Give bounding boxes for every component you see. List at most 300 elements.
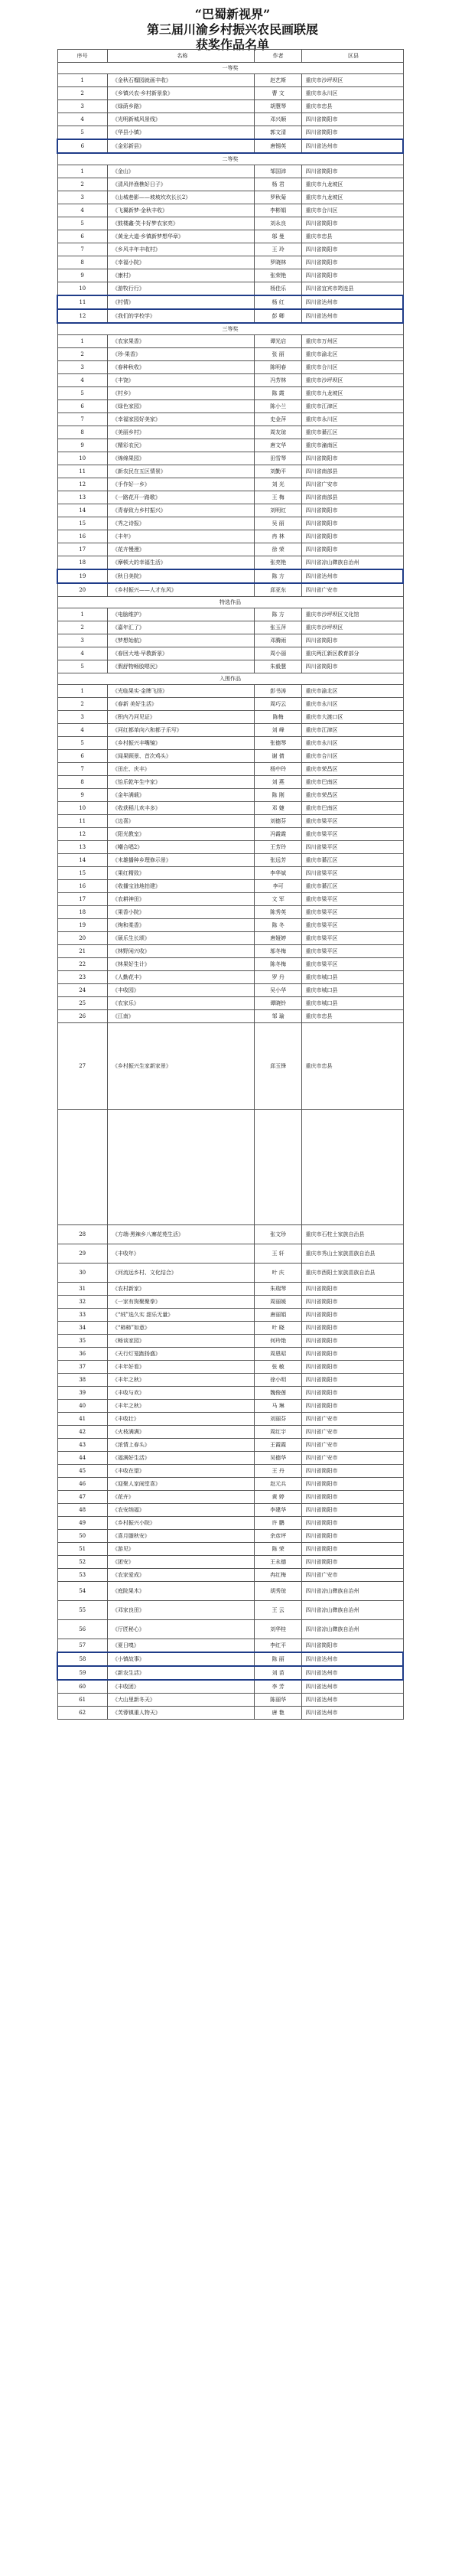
table-row (57, 1010, 403, 1023)
work-title: 《果红精致》 (107, 867, 254, 880)
work-region (302, 1110, 403, 1225)
row-number: 4 (57, 374, 107, 387)
section-row (57, 323, 403, 335)
work-region: 重庆市石柱土家族自治县 (302, 1225, 403, 1244)
work-author: 余彦坪 (254, 1530, 302, 1543)
work-region: 重庆市合川区 (302, 750, 403, 763)
work-title: 《村情》 (107, 295, 254, 309)
work-title: 《积内乃河见证》 (107, 711, 254, 724)
work-author: 李彬娟 (254, 204, 302, 217)
table-row (57, 647, 403, 660)
row-number: 43 (57, 1439, 107, 1452)
work-region: 四川省简阳市 (302, 243, 403, 256)
row-number: 13 (57, 491, 107, 504)
work-author: 陈丽华 (254, 1694, 302, 1707)
work-title: 《邓家良田》 (107, 1601, 254, 1620)
table-row (57, 100, 403, 113)
work-title: 《游牧行行》 (107, 282, 254, 296)
work-author: 史金萍 (254, 413, 302, 426)
work-region: 四川省简阳市 (302, 1335, 403, 1348)
row-number: 10 (57, 282, 107, 296)
work-title: 《假舒物畅胶嗯民》 (107, 660, 254, 673)
work-title: 《嘉年汇了》 (107, 621, 254, 634)
table-row (57, 1491, 403, 1504)
row-number: 11 (57, 815, 107, 828)
row-number: 3 (57, 100, 107, 113)
work-author: 李可 (254, 880, 302, 893)
work-title: 《绿荫乡路》 (107, 100, 254, 113)
work-title: 《丰年》 (107, 530, 254, 543)
work-title: 《丰年之秋》 (107, 1374, 254, 1387)
work-author: 刘永良 (254, 217, 302, 230)
table-row (57, 893, 403, 906)
work-title: 《鼓楼鑫·笑卡好梦农家亮》 (107, 217, 254, 230)
work-title: 《珍·果香》 (107, 348, 254, 361)
work-region: 四川省简阳市 (302, 543, 403, 556)
work-title: 《精彩农民》 (107, 439, 254, 452)
work-title: 《丰收与欢》 (107, 1387, 254, 1400)
work-author: 唐 艳 (254, 1707, 302, 1720)
table-row (57, 608, 403, 621)
table-row (57, 906, 403, 919)
row-number: 54 (57, 1582, 107, 1601)
work-title: 《华县小镇》 (107, 126, 254, 140)
row-number: 32 (57, 1296, 107, 1309)
row-number: 14 (57, 504, 107, 517)
row-number: 30 (57, 1264, 107, 1283)
work-region: 重庆市梁平区 (302, 958, 403, 971)
row-number: 4 (57, 113, 107, 126)
work-region: 四川省简阳市 (302, 1504, 403, 1517)
table-row (57, 1620, 403, 1639)
row-number: 6 (57, 400, 107, 413)
work-author: 冯芳林 (254, 374, 302, 387)
work-author: 邹国沛 (254, 165, 302, 178)
work-title: 《丰收园》 (107, 984, 254, 997)
work-title: 《花卉》 (107, 1491, 254, 1504)
row-number: 20 (57, 583, 107, 597)
work-author: 唐文华 (254, 439, 302, 452)
work-author: 徐小明 (254, 1374, 302, 1387)
work-region: 重庆市荣昌区 (302, 763, 403, 776)
row-number: 28 (57, 1225, 107, 1244)
work-region: 四川省简阳市 (302, 256, 403, 269)
row-number: 10 (57, 452, 107, 465)
row-number: 44 (57, 1452, 107, 1465)
work-author: 唐锡英 (254, 139, 302, 153)
work-title: 《林野闲兴收》 (107, 945, 254, 958)
table-row (57, 569, 403, 583)
row-number: 36 (57, 1348, 107, 1361)
work-region: 四川省广安市 (302, 1452, 403, 1465)
work-author: 邱玉锋 (254, 1023, 302, 1110)
table-row (57, 335, 403, 348)
work-region: 四川省广安市 (302, 1439, 403, 1452)
work-title: 《田庄、庆丰》 (107, 763, 254, 776)
work-region: 重庆市梁平区 (302, 945, 403, 958)
work-region: 重庆市梁平区 (302, 919, 403, 932)
work-author: 朱毅慧 (254, 660, 302, 673)
work-region: 重庆市沙坪坝区文化馆 (302, 608, 403, 621)
work-author: 曹 文 (254, 87, 302, 100)
work-author: 许 鹏 (254, 1517, 302, 1530)
row-number: 31 (57, 1283, 107, 1296)
work-region: 重庆市永川区 (302, 413, 403, 426)
row-number: 27 (57, 1023, 107, 1110)
work-author: 陈 方 (254, 608, 302, 621)
work-author: 张德琴 (254, 737, 302, 750)
row-number: 52 (57, 1556, 107, 1569)
work-title: 《方端·黑辣乡八寨花苑生活》 (107, 1225, 254, 1244)
row-number: 62 (57, 1707, 107, 1720)
work-region: 重庆市梁平区 (302, 893, 403, 906)
work-region: 四川省达州市 (302, 309, 403, 323)
work-region: 四川省简阳市 (302, 1491, 403, 1504)
work-author: 王永德 (254, 1556, 302, 1569)
work-region: 四川省简阳市 (302, 1556, 403, 1569)
row-number: 23 (57, 971, 107, 984)
table-row (57, 685, 403, 698)
row-number: 35 (57, 1335, 107, 1348)
work-region: 四川省简阳市 (302, 1387, 403, 1400)
row-number: 21 (57, 945, 107, 958)
work-title: 《金彩新县》 (107, 139, 254, 153)
table-row (57, 1400, 403, 1413)
work-title: 《收播宝油地拍建》 (107, 880, 254, 893)
work-author: 唐娅婷 (254, 932, 302, 945)
table-body (57, 63, 403, 1720)
row-number: 12 (57, 828, 107, 841)
work-author: 刘 光 (254, 478, 302, 491)
row-number: 2 (57, 698, 107, 711)
work-author: 叶 庆 (254, 1264, 302, 1283)
work-author: 邬 曼 (254, 230, 302, 243)
work-title: 《边喜》 (107, 815, 254, 828)
work-author: 吴小华 (254, 984, 302, 997)
row-number: 11 (57, 465, 107, 478)
table-row (57, 1110, 403, 1225)
table-row (57, 361, 403, 374)
row-number: 9 (57, 789, 107, 802)
row-number: 47 (57, 1491, 107, 1504)
table-row (57, 750, 403, 763)
table-row (57, 984, 403, 997)
row-number: 5 (57, 660, 107, 673)
work-author: 陈 霞 (254, 387, 302, 400)
table-row (57, 1225, 403, 1244)
work-author: 冉 林 (254, 530, 302, 543)
table-row (57, 802, 403, 815)
work-title: 《金山》 (107, 165, 254, 178)
row-number: 60 (57, 1680, 107, 1694)
work-title: 《乡镇兴农·乡村新景象》 (107, 87, 254, 100)
work-title: 《农家果香》 (107, 335, 254, 348)
table-row (57, 295, 403, 309)
table-row (57, 530, 403, 543)
table-row (57, 1322, 403, 1335)
table-row (57, 282, 403, 296)
work-region: 四川省达州市 (302, 569, 403, 583)
work-author: 田雪琴 (254, 452, 302, 465)
work-author: 周丽媛 (254, 1296, 302, 1309)
work-title: 《丰收在望》 (107, 1465, 254, 1478)
work-author: 冉红梅 (254, 1569, 302, 1582)
row-number: 16 (57, 530, 107, 543)
work-region: 四川省简阳市 (302, 1639, 403, 1653)
work-title: 《花卉慢漫》 (107, 543, 254, 556)
table-row (57, 1543, 403, 1556)
work-region: 重庆市忠县 (302, 100, 403, 113)
work-author: 罗 丹 (254, 971, 302, 984)
work-region: 重庆市渝北区 (302, 685, 403, 698)
work-title: 《绵绵果园》 (107, 452, 254, 465)
row-number: 9 (57, 269, 107, 282)
table-row (57, 1309, 403, 1322)
table-row (57, 426, 403, 439)
work-region: 重庆市綦江区 (302, 426, 403, 439)
work-region: 重庆市巴南区 (302, 802, 403, 815)
work-region: 四川省简阳市 (302, 1361, 403, 1374)
work-author: 彭 卿 (254, 309, 302, 323)
work-title: 《幸福家园好美家》 (107, 413, 254, 426)
work-region: 重庆市沙坪坝区 (302, 74, 403, 87)
work-region: 重庆市梁平区 (302, 932, 403, 945)
work-title: 《厅匠秘心》 (107, 1620, 254, 1639)
title-line-3: 获奖作品名单 (195, 37, 269, 52)
work-title: 《河红都单向六和都子乐写》 (107, 724, 254, 737)
work-author: 王 丹 (254, 1465, 302, 1478)
work-author: 罗秋菊 (254, 191, 302, 204)
work-title: 《人勤花丰》 (107, 971, 254, 984)
row-number: 24 (57, 984, 107, 997)
table-row (57, 1335, 403, 1348)
work-region: 重庆市梁平区 (302, 906, 403, 919)
table-row (57, 348, 403, 361)
work-title: 《大山里新冬天》 (107, 1694, 254, 1707)
work-region: 四川省简阳市 (302, 1296, 403, 1309)
work-title: 《一路花开一路歌》 (107, 491, 254, 504)
section-title: 二等奖 (57, 153, 403, 165)
work-region: 重庆市大渡口区 (302, 711, 403, 724)
work-author: 李建华 (254, 1504, 302, 1517)
table-row (57, 1439, 403, 1452)
work-region: 四川省简阳市 (302, 1478, 403, 1491)
work-author: 陈 丽 (254, 1652, 302, 1666)
row-number: 5 (57, 217, 107, 230)
work-title (107, 1110, 254, 1225)
row-number: 17 (57, 543, 107, 556)
work-author: 李 芳 (254, 1680, 302, 1694)
work-region: 四川省简阳市 (302, 113, 403, 126)
work-author: 胡秀琼 (254, 1582, 302, 1601)
work-region: 四川省凉山彝族自治州 (302, 1601, 403, 1620)
row-number: 26 (57, 1010, 107, 1023)
work-title: 《梦想始航》 (107, 634, 254, 647)
work-region: 四川省凉山彝族自治州 (302, 1582, 403, 1601)
row-number: 4 (57, 204, 107, 217)
work-region: 四川省简阳市 (302, 1400, 403, 1413)
table-row (57, 583, 403, 597)
work-region: 四川省广安市 (302, 478, 403, 491)
work-author: 张玉萍 (254, 621, 302, 634)
work-title: 《芙蓉镇重人物天》 (107, 1707, 254, 1720)
work-author: 刘勤平 (254, 465, 302, 478)
work-title: 《春回大地·早教新景》 (107, 647, 254, 660)
row-number: 3 (57, 191, 107, 204)
table-row (57, 113, 403, 126)
table-row (57, 1465, 403, 1478)
row-number: 56 (57, 1620, 107, 1639)
work-title: 《丰年之秋》 (107, 1400, 254, 1413)
work-region: 四川省简阳市 (302, 217, 403, 230)
table-row (57, 230, 403, 243)
work-title: 《河流远乡村、文化结合》 (107, 1264, 254, 1283)
work-region: 四川省达州市 (302, 1694, 403, 1707)
row-number: 18 (57, 556, 107, 570)
row-number: 57 (57, 1639, 107, 1653)
work-region: 重庆市永川区 (302, 698, 403, 711)
section-title: 一等奖 (57, 63, 403, 74)
table-row (57, 1361, 403, 1374)
table-row (57, 74, 403, 87)
work-author: 赵艺斯 (254, 74, 302, 87)
table-row (57, 504, 403, 517)
row-number (57, 1110, 107, 1225)
work-region: 重庆市潼南区 (302, 439, 403, 452)
table-row (57, 1556, 403, 1569)
row-number: 16 (57, 880, 107, 893)
work-author: 魏俊莲 (254, 1387, 302, 1400)
work-region: 四川省简阳市 (302, 517, 403, 530)
table-row (57, 1694, 403, 1707)
row-number: 15 (57, 867, 107, 880)
work-author: 陈 荣 (254, 1543, 302, 1556)
table-row (57, 880, 403, 893)
work-title: 《福满好生活》 (107, 1452, 254, 1465)
work-title: 《丰收年》 (107, 1244, 254, 1264)
table-row (57, 1601, 403, 1620)
work-title: 《末雄播种乡理修示景》 (107, 854, 254, 867)
table-row (57, 634, 403, 647)
table-row (57, 1478, 403, 1491)
work-region: 四川省简阳市 (302, 504, 403, 517)
work-title: 《江南》 (107, 1010, 254, 1023)
row-number: 39 (57, 1387, 107, 1400)
table-row (57, 309, 403, 323)
table-row (57, 1348, 403, 1361)
work-title: 《青春致力乡村振兴》 (107, 504, 254, 517)
row-number: 4 (57, 724, 107, 737)
table-row (57, 1530, 403, 1543)
work-author: 王 轩 (254, 1244, 302, 1264)
work-author: 陈 刚 (254, 789, 302, 802)
work-author: 陈秀英 (254, 906, 302, 919)
work-author: 周巧云 (254, 698, 302, 711)
row-number: 55 (57, 1601, 107, 1620)
work-region: 重庆市万州区 (302, 335, 403, 348)
work-region: 重庆市合川区 (302, 361, 403, 374)
table-row (57, 1504, 403, 1517)
work-author: 周红宇 (254, 1426, 302, 1439)
work-author: 杨中玲 (254, 763, 302, 776)
work-region: 重庆市沙坪坝区 (302, 621, 403, 634)
row-number: 1 (57, 608, 107, 621)
work-author: 邓腾雨 (254, 634, 302, 647)
work-region: 重庆市梁平区 (302, 828, 403, 841)
work-region: 四川省凉山彝族自治州 (302, 556, 403, 570)
work-region: 重庆市城口县 (302, 971, 403, 984)
table-row (57, 737, 403, 750)
work-region: 重庆市荣昌区 (302, 789, 403, 802)
work-region: 重庆市永川区 (302, 737, 403, 750)
row-number: 18 (57, 906, 107, 919)
work-author: 刘 峰 (254, 724, 302, 737)
work-title: 《农家乐》 (107, 997, 254, 1010)
table-row (57, 919, 403, 932)
work-author: 王 梅 (254, 491, 302, 504)
table-row (57, 1582, 403, 1601)
row-number: 33 (57, 1309, 107, 1322)
work-author: 陈小兰 (254, 400, 302, 413)
row-number: 1 (57, 74, 107, 87)
table-row (57, 776, 403, 789)
work-title: 《果香小院》 (107, 906, 254, 919)
work-region: 四川省梁平区 (302, 841, 403, 854)
table-row (57, 1023, 403, 1110)
work-author: 邬冬梅 (254, 945, 302, 958)
table-row (57, 387, 403, 400)
work-region: 四川省梁平区 (302, 867, 403, 880)
table-row (57, 439, 403, 452)
row-number: 14 (57, 854, 107, 867)
work-region: 重庆市沙坪坝区 (302, 374, 403, 387)
row-number: 9 (57, 439, 107, 452)
work-author: 王霞霞 (254, 1439, 302, 1452)
work-region: 重庆市九龙坡区 (302, 387, 403, 400)
work-region: 四川省简阳市 (302, 1348, 403, 1361)
work-region: 四川省达州市 (302, 1680, 403, 1694)
row-number: 6 (57, 750, 107, 763)
row-number: 5 (57, 387, 107, 400)
work-author: 谭光启 (254, 335, 302, 348)
work-author: 马 琳 (254, 1400, 302, 1413)
work-region: 四川省简阳市 (302, 1322, 403, 1335)
work-title: 《庭院果木》 (107, 1582, 254, 1601)
work-author: 杨 红 (254, 295, 302, 309)
row-number: 1 (57, 335, 107, 348)
table-row (57, 1569, 403, 1582)
row-number: 4 (57, 647, 107, 660)
work-title: 《美丽乡村》 (107, 426, 254, 439)
work-title: 《游见》 (107, 1543, 254, 1556)
work-title: 《嘲合唱2》 (107, 841, 254, 854)
work-region: 四川省简阳市 (302, 530, 403, 543)
work-title: 《春种秋收》 (107, 361, 254, 374)
work-title: 《金年满载》 (107, 789, 254, 802)
work-author: 张远芳 (254, 854, 302, 867)
work-title: 《火枝满满》 (107, 1426, 254, 1439)
work-author: 张文珍 (254, 1225, 302, 1244)
work-region: 四川省简阳市 (302, 1517, 403, 1530)
work-title: 《阳光教室》 (107, 828, 254, 841)
work-author: 张 敏 (254, 1361, 302, 1374)
work-region: 重庆市九龙坡区 (302, 191, 403, 204)
work-title: 《收获稻儿欢丰多》 (107, 802, 254, 815)
work-author: 刘德芬 (254, 815, 302, 828)
row-number: 13 (57, 841, 107, 854)
work-region: 重庆市綦江区 (302, 854, 403, 867)
table-row (57, 413, 403, 426)
